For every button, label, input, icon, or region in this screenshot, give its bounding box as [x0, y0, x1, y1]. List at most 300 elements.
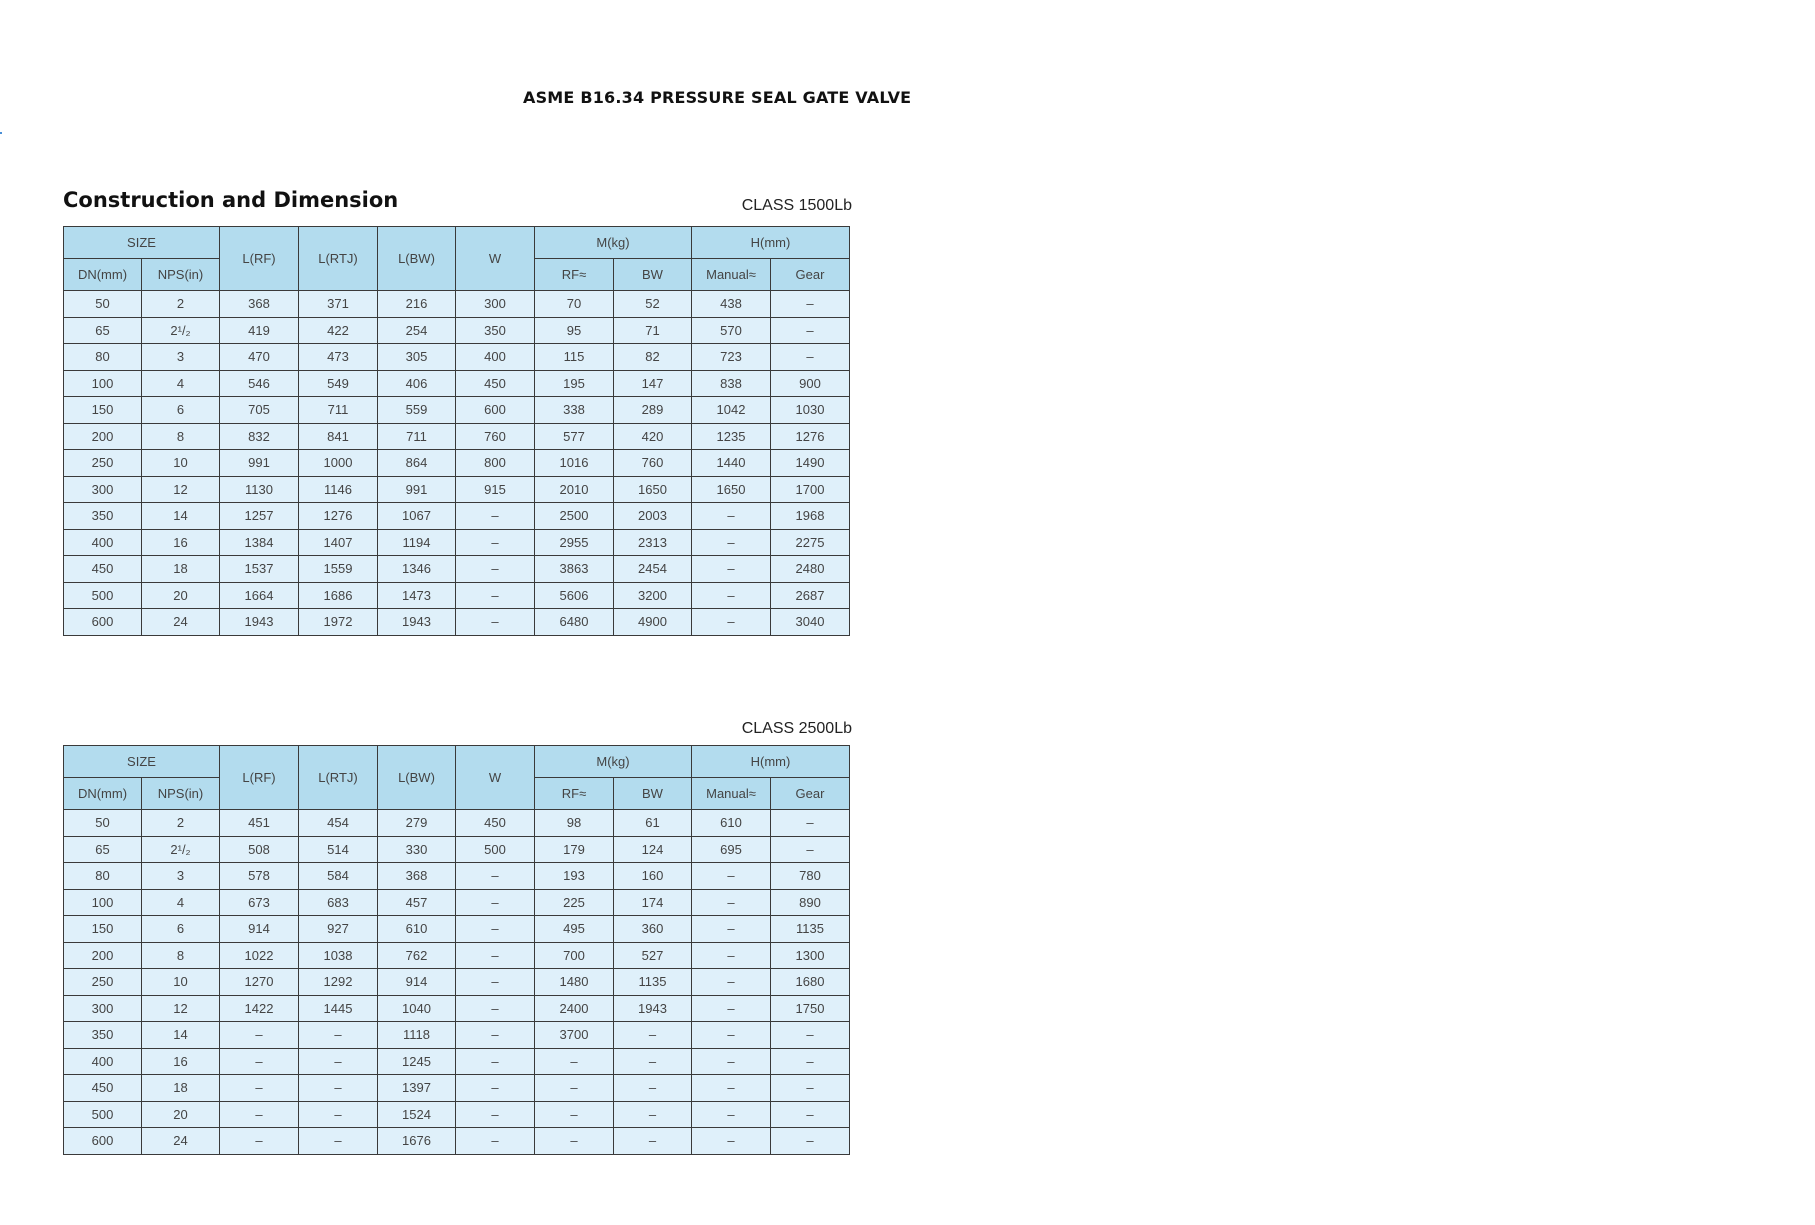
table-cell: –	[692, 609, 771, 636]
table-cell: 4900	[614, 609, 692, 636]
dimension-table-class-1500	[63, 226, 850, 636]
table-cell: –	[535, 1048, 614, 1075]
table-row	[64, 889, 850, 916]
table-row	[64, 529, 850, 556]
table-cell: 705	[220, 397, 299, 424]
table-cell: 2275	[771, 529, 850, 556]
table-row	[64, 476, 850, 503]
l-bw-header: L(BW)	[378, 746, 456, 810]
table-cell: 914	[220, 916, 299, 943]
table-cell: 70	[535, 291, 614, 318]
table-cell: 2400	[535, 995, 614, 1022]
table-cell: 454	[299, 810, 378, 837]
table-cell: 80	[64, 344, 142, 371]
table-cell: –	[456, 942, 535, 969]
table-cell: 65	[64, 317, 142, 344]
table-cell: 570	[692, 317, 771, 344]
table-cell: 6	[142, 397, 220, 424]
table-cell: 600	[64, 609, 142, 636]
table-cell: 250	[64, 450, 142, 477]
table-cell: 832	[220, 423, 299, 450]
table-cell: 150	[64, 397, 142, 424]
table-cell: 1300	[771, 942, 850, 969]
table-cell: 124	[614, 836, 692, 863]
table-cell: 200	[64, 942, 142, 969]
table-cell: –	[535, 1101, 614, 1128]
table-cell: 2480	[771, 556, 850, 583]
table-cell: 3863	[535, 556, 614, 583]
table-row	[64, 291, 850, 318]
table-cell: 195	[535, 370, 614, 397]
table-row	[64, 969, 850, 996]
table-cell: 1440	[692, 450, 771, 477]
table-cell: 1276	[771, 423, 850, 450]
table-cell: 1397	[378, 1075, 456, 1102]
table-cell: 450	[456, 370, 535, 397]
table-cell: 600	[64, 1128, 142, 1155]
table-row	[64, 916, 850, 943]
table-cell: 1022	[220, 942, 299, 969]
table-cell: 1750	[771, 995, 850, 1022]
table-cell: 514	[299, 836, 378, 863]
dn-header: DN(mm)	[64, 778, 142, 810]
table-cell: 438	[692, 291, 771, 318]
table-cell: 8	[142, 942, 220, 969]
table-cell: 174	[614, 889, 692, 916]
table-cell: 500	[64, 1101, 142, 1128]
table-cell: 179	[535, 836, 614, 863]
table-cell: 683	[299, 889, 378, 916]
table-cell: –	[456, 863, 535, 890]
l-rtj-header: L(RTJ)	[299, 227, 378, 291]
table-cell: 6480	[535, 609, 614, 636]
table-cell: –	[692, 529, 771, 556]
table-cell: 2¹/₂	[142, 317, 220, 344]
section-title: Construction and Dimension	[63, 188, 399, 212]
table-cell: 1559	[299, 556, 378, 583]
table-cell: 890	[771, 889, 850, 916]
table-cell: –	[456, 916, 535, 943]
table-cell: –	[692, 995, 771, 1022]
table-cell: –	[771, 317, 850, 344]
table-cell: –	[692, 916, 771, 943]
table-cell: 500	[456, 836, 535, 863]
table-cell: 760	[614, 450, 692, 477]
table-cell: 200	[64, 423, 142, 450]
table-cell: –	[771, 836, 850, 863]
l-rf-header: L(RF)	[220, 746, 299, 810]
table-cell: 16	[142, 529, 220, 556]
table-cell: –	[771, 291, 850, 318]
table-cell: –	[456, 1022, 535, 1049]
table-cell: 1040	[378, 995, 456, 1022]
table-cell: 760	[456, 423, 535, 450]
class-label-2500: CLASS 2500Lb	[741, 720, 852, 737]
table-cell: 3	[142, 344, 220, 371]
table-cell: –	[456, 529, 535, 556]
table-cell: 2313	[614, 529, 692, 556]
table-row	[64, 582, 850, 609]
table-cell: 254	[378, 317, 456, 344]
table-cell: 508	[220, 836, 299, 863]
table-cell: 1650	[692, 476, 771, 503]
table-row	[64, 1101, 850, 1128]
table-cell: 1118	[378, 1022, 456, 1049]
table-cell: –	[456, 556, 535, 583]
table-cell: 368	[378, 863, 456, 890]
table-cell: 838	[692, 370, 771, 397]
table-cell: 1292	[299, 969, 378, 996]
l-rf-header: L(RF)	[220, 227, 299, 291]
size-header: SIZE	[64, 227, 220, 259]
table-cell: 1000	[299, 450, 378, 477]
table-cell: 98	[535, 810, 614, 837]
table-cell: 350	[64, 1022, 142, 1049]
table-cell: –	[692, 942, 771, 969]
table-cell: 991	[378, 476, 456, 503]
table-cell: –	[771, 1128, 850, 1155]
table-cell: 1524	[378, 1101, 456, 1128]
table-cell: 2687	[771, 582, 850, 609]
table-cell: 279	[378, 810, 456, 837]
table-cell: 1676	[378, 1128, 456, 1155]
table-cell: 5606	[535, 582, 614, 609]
table-cell: 1700	[771, 476, 850, 503]
table-cell: 16	[142, 1048, 220, 1075]
table-cell: 20	[142, 1101, 220, 1128]
table-cell: 368	[220, 291, 299, 318]
table-cell: 300	[64, 476, 142, 503]
table-cell: 546	[220, 370, 299, 397]
table-cell: 1135	[771, 916, 850, 943]
table-cell: 350	[456, 317, 535, 344]
table-cell: –	[692, 969, 771, 996]
table-cell: –	[299, 1048, 378, 1075]
table-row	[64, 370, 850, 397]
gear-height-header: Gear	[771, 259, 850, 291]
table-cell: 50	[64, 810, 142, 837]
table-cell: 115	[535, 344, 614, 371]
table-cell: 584	[299, 863, 378, 890]
table-cell: –	[456, 889, 535, 916]
table-cell: –	[614, 1075, 692, 1102]
table-cell: 500	[64, 582, 142, 609]
table-cell: 1030	[771, 397, 850, 424]
table-cell: 1270	[220, 969, 299, 996]
table-cell: 400	[64, 529, 142, 556]
table-row	[64, 423, 850, 450]
table-cell: 24	[142, 609, 220, 636]
table-cell: 470	[220, 344, 299, 371]
table-cell: 700	[535, 942, 614, 969]
rf-mass-header: RF≈	[535, 259, 614, 291]
table-cell: 1384	[220, 529, 299, 556]
w-header: W	[456, 746, 535, 810]
gear-height-header: Gear	[771, 778, 850, 810]
table-cell: 450	[64, 556, 142, 583]
table-row	[64, 1022, 850, 1049]
table-cell: 10	[142, 969, 220, 996]
table-cell: 422	[299, 317, 378, 344]
table-cell: 711	[378, 423, 456, 450]
table-cell: 289	[614, 397, 692, 424]
table-cell: 1943	[614, 995, 692, 1022]
bw-mass-header: BW	[614, 778, 692, 810]
table-cell: 1245	[378, 1048, 456, 1075]
table-cell: 12	[142, 476, 220, 503]
table-cell: 24	[142, 1128, 220, 1155]
table-cell: 419	[220, 317, 299, 344]
table-cell: –	[771, 1101, 850, 1128]
table-cell: –	[692, 1128, 771, 1155]
table-cell: 6	[142, 916, 220, 943]
table-cell: 495	[535, 916, 614, 943]
table-cell: 527	[614, 942, 692, 969]
table-cell: 914	[378, 969, 456, 996]
class-label-1500: CLASS 1500Lb	[741, 197, 852, 214]
table-row	[64, 397, 850, 424]
table-cell: 1038	[299, 942, 378, 969]
table-cell: 1067	[378, 503, 456, 530]
table-cell: 1422	[220, 995, 299, 1022]
table-cell: –	[692, 1101, 771, 1128]
table-cell: –	[220, 1075, 299, 1102]
nps-header: NPS(in)	[142, 259, 220, 291]
table-cell: 2	[142, 291, 220, 318]
table-cell: 18	[142, 556, 220, 583]
table-cell: 559	[378, 397, 456, 424]
table-cell: 1346	[378, 556, 456, 583]
table-cell: 762	[378, 942, 456, 969]
nps-header: NPS(in)	[142, 778, 220, 810]
table-cell: 1130	[220, 476, 299, 503]
table-row	[64, 942, 850, 969]
table-cell: 1650	[614, 476, 692, 503]
table-cell: 80	[64, 863, 142, 890]
table-row	[64, 863, 850, 890]
table-cell: 3040	[771, 609, 850, 636]
table-cell: 20	[142, 582, 220, 609]
table-cell: 225	[535, 889, 614, 916]
table-cell: 927	[299, 916, 378, 943]
l-bw-header: L(BW)	[378, 227, 456, 291]
table-cell: –	[692, 1022, 771, 1049]
table-cell: 4	[142, 370, 220, 397]
bw-mass-header: BW	[614, 259, 692, 291]
rf-mass-header: RF≈	[535, 778, 614, 810]
table-cell: –	[456, 995, 535, 1022]
table-cell: 450	[64, 1075, 142, 1102]
table-cell: 1473	[378, 582, 456, 609]
table-cell: –	[692, 582, 771, 609]
table-cell: 780	[771, 863, 850, 890]
table-cell: –	[614, 1048, 692, 1075]
table-cell: 2¹/₂	[142, 836, 220, 863]
table-cell: –	[614, 1128, 692, 1155]
table-cell: 420	[614, 423, 692, 450]
table-cell: 406	[378, 370, 456, 397]
table-cell: 1480	[535, 969, 614, 996]
margin-mark	[0, 132, 2, 134]
table-cell: –	[220, 1022, 299, 1049]
table-cell: 52	[614, 291, 692, 318]
table-cell: –	[535, 1128, 614, 1155]
table-cell: 147	[614, 370, 692, 397]
table-cell: –	[456, 503, 535, 530]
table-cell: 864	[378, 450, 456, 477]
table-cell: –	[614, 1101, 692, 1128]
mass-header: M(kg)	[535, 746, 692, 778]
table-cell: –	[692, 556, 771, 583]
table-row	[64, 556, 850, 583]
table-cell: –	[771, 810, 850, 837]
table-cell: 600	[456, 397, 535, 424]
table-cell: 1664	[220, 582, 299, 609]
table-cell: –	[771, 344, 850, 371]
table-cell: 1257	[220, 503, 299, 530]
table-cell: –	[771, 1075, 850, 1102]
table-cell: 18	[142, 1075, 220, 1102]
table-cell: –	[456, 969, 535, 996]
table-cell: 350	[64, 503, 142, 530]
table-cell: 1276	[299, 503, 378, 530]
table-row	[64, 810, 850, 837]
table-row	[64, 317, 850, 344]
table-cell: 95	[535, 317, 614, 344]
table-row	[64, 609, 850, 636]
table-cell: 1490	[771, 450, 850, 477]
dn-header: DN(mm)	[64, 259, 142, 291]
table-row	[64, 1075, 850, 1102]
table-cell: 1135	[614, 969, 692, 996]
table-cell: 3700	[535, 1022, 614, 1049]
table-cell: 305	[378, 344, 456, 371]
table-cell: 330	[378, 836, 456, 863]
table-cell: 371	[299, 291, 378, 318]
table-cell: 50	[64, 291, 142, 318]
table-cell: 1407	[299, 529, 378, 556]
table-cell: 610	[378, 916, 456, 943]
table-cell: –	[456, 582, 535, 609]
table-row	[64, 503, 850, 530]
table-cell: –	[299, 1101, 378, 1128]
table-cell: 673	[220, 889, 299, 916]
table-cell: 82	[614, 344, 692, 371]
table-cell: 12	[142, 995, 220, 1022]
table-cell: –	[456, 1101, 535, 1128]
table-cell: –	[614, 1022, 692, 1049]
table-cell: –	[771, 1022, 850, 1049]
table-cell: –	[299, 1022, 378, 1049]
table-cell: 473	[299, 344, 378, 371]
table-row	[64, 995, 850, 1022]
table-cell: 1146	[299, 476, 378, 503]
table-cell: 578	[220, 863, 299, 890]
table-cell: –	[692, 889, 771, 916]
table-cell: 915	[456, 476, 535, 503]
table-cell: 150	[64, 916, 142, 943]
table-cell: –	[299, 1128, 378, 1155]
table-cell: 400	[64, 1048, 142, 1075]
table-cell: 400	[456, 344, 535, 371]
table-cell: 610	[692, 810, 771, 837]
table-cell: 1943	[378, 609, 456, 636]
table-cell: 2	[142, 810, 220, 837]
table-cell: 2454	[614, 556, 692, 583]
table-cell: 1972	[299, 609, 378, 636]
table-cell: –	[692, 863, 771, 890]
table-cell: 3200	[614, 582, 692, 609]
table-cell: 71	[614, 317, 692, 344]
table-cell: 10	[142, 450, 220, 477]
table-cell: 1680	[771, 969, 850, 996]
table-cell: 100	[64, 370, 142, 397]
dimension-table-class-2500	[63, 745, 850, 1155]
table-cell: 457	[378, 889, 456, 916]
table-cell: –	[220, 1101, 299, 1128]
table-cell: 800	[456, 450, 535, 477]
table-cell: –	[692, 503, 771, 530]
table-cell: 2500	[535, 503, 614, 530]
table-cell: 2003	[614, 503, 692, 530]
table-cell: 300	[64, 995, 142, 1022]
table-cell: 8	[142, 423, 220, 450]
table-cell: 1016	[535, 450, 614, 477]
table-row	[64, 836, 850, 863]
size-header: SIZE	[64, 746, 220, 778]
table-cell: 250	[64, 969, 142, 996]
table-cell: 1537	[220, 556, 299, 583]
table-cell: 1445	[299, 995, 378, 1022]
table-cell: 100	[64, 889, 142, 916]
table-cell: 711	[299, 397, 378, 424]
table-cell: –	[692, 1048, 771, 1075]
table-cell: –	[535, 1075, 614, 1102]
table-cell: –	[456, 609, 535, 636]
table-cell: 65	[64, 836, 142, 863]
table-cell: 2010	[535, 476, 614, 503]
table-cell: 1943	[220, 609, 299, 636]
table-cell: 14	[142, 503, 220, 530]
table-cell: 695	[692, 836, 771, 863]
table-cell: –	[771, 1048, 850, 1075]
table-row	[64, 344, 850, 371]
table-cell: 450	[456, 810, 535, 837]
table-cell: 1235	[692, 423, 771, 450]
table-cell: 723	[692, 344, 771, 371]
document-title: ASME B16.34 PRESSURE SEAL GATE VALVE	[523, 88, 912, 107]
l-rtj-header: L(RTJ)	[299, 746, 378, 810]
table-cell: 216	[378, 291, 456, 318]
table-cell: 14	[142, 1022, 220, 1049]
w-header: W	[456, 227, 535, 291]
mass-header: M(kg)	[535, 227, 692, 259]
table-cell: –	[692, 1075, 771, 1102]
table-cell: 841	[299, 423, 378, 450]
table-cell: 300	[456, 291, 535, 318]
table-cell: 3	[142, 863, 220, 890]
table-cell: 338	[535, 397, 614, 424]
table-cell: 549	[299, 370, 378, 397]
table-cell: 61	[614, 810, 692, 837]
table-cell: –	[456, 1128, 535, 1155]
table-cell: 991	[220, 450, 299, 477]
table-row	[64, 1048, 850, 1075]
table-cell: 4	[142, 889, 220, 916]
manual-height-header: Manual≈	[692, 778, 771, 810]
table-cell: 577	[535, 423, 614, 450]
table-cell: 193	[535, 863, 614, 890]
